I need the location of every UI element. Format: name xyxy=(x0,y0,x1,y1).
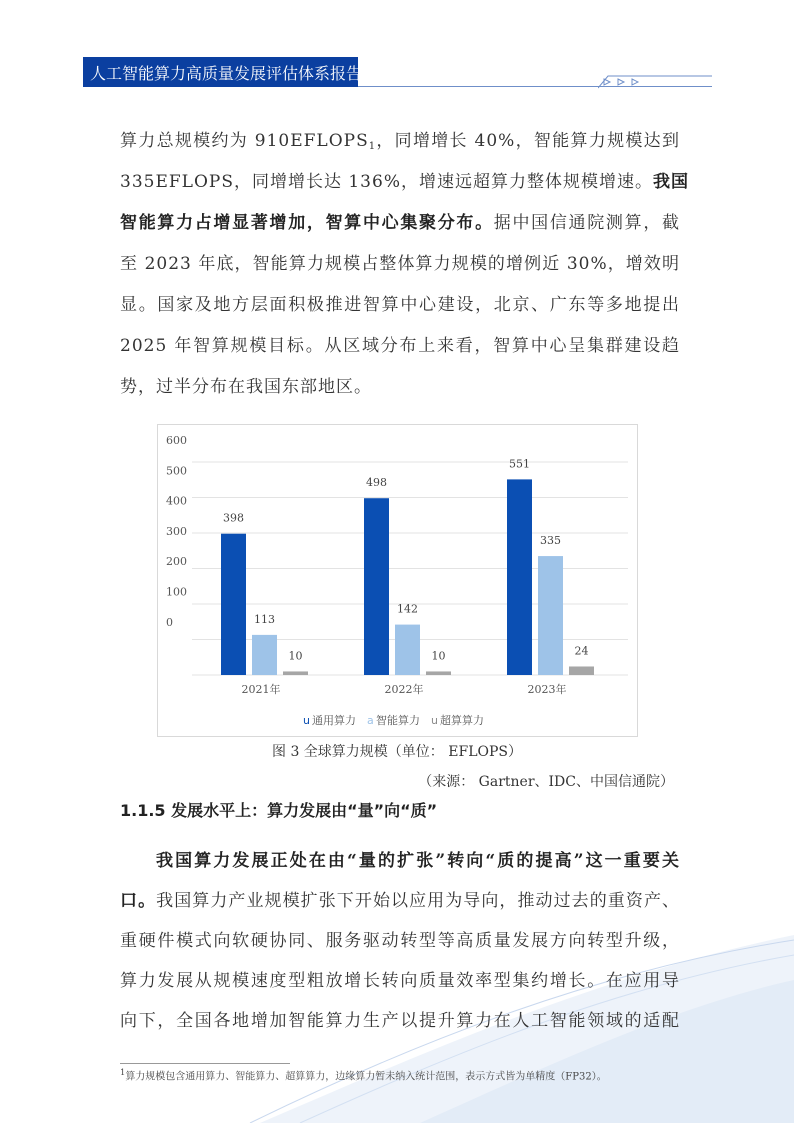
bar xyxy=(507,479,532,675)
bar xyxy=(395,625,420,675)
paragraph-line: 至 2023 年底，智能算力规模占整体算力规模的增例近 30%，增效明 xyxy=(120,254,680,274)
y-tick-label: 400 xyxy=(166,494,187,508)
data-label: 24 xyxy=(574,644,589,658)
bar xyxy=(221,534,246,675)
figure-caption: 图 3 全球算力规模（单位： EFLOPS） xyxy=(272,744,522,760)
paragraph-line: 算力总规模约为 910EFLOPS$^1$，同增增长 40%，智能算力规模达到 xyxy=(120,131,680,152)
legend-label: 智能算力 xyxy=(376,714,420,727)
legend-label: 超算算力 xyxy=(440,714,484,727)
data-label: 335 xyxy=(540,534,561,548)
paragraph-line: 智能算力占增显著增加，智算中心集聚分布。据中国信通院测算，截 xyxy=(120,213,681,233)
body-paragraph-2 xyxy=(120,841,680,1041)
y-tick-label: 500 xyxy=(166,464,187,478)
report-title: 人工智能算力高质量发展评估体系报告 xyxy=(90,64,363,83)
paragraph-line: 2025 年智算规模目标。从区域分布上来看，智算中心呈集群建设趋 xyxy=(120,336,680,356)
data-label: 498 xyxy=(366,476,387,490)
paragraph-line: 向下，全国各地增加智能算力生产以提升算力在人工智能领域的适配 xyxy=(120,1011,680,1031)
paragraph-line: 335EFLOPS，同增增长达 136%，增速远超算力整体规模增速。我国 xyxy=(120,172,689,192)
bar xyxy=(538,556,563,675)
data-label: 113 xyxy=(254,612,275,626)
body-paragraph-1 xyxy=(120,121,689,408)
x-tick-label: 2022年 xyxy=(384,683,424,696)
bar xyxy=(283,671,308,675)
paragraph-line: 显。国家及地方层面积极推进智算中心建设，北京、广东等多地提出 xyxy=(120,295,680,315)
bar xyxy=(252,635,277,675)
footnote-rule xyxy=(120,1063,290,1064)
x-tick-label: 2021年 xyxy=(241,683,281,696)
footnote-text: 算力规模包含通用算力、智能算力、超算算力，边缘算力暂未纳入统计范围，表示方式皆为单精度（FP32）。 xyxy=(125,1071,607,1083)
data-label: 551 xyxy=(509,457,530,471)
footnote xyxy=(120,1067,607,1082)
y-tick-label: 0 xyxy=(166,615,173,629)
bar xyxy=(569,666,594,675)
chart-frame xyxy=(157,424,638,737)
data-label: 398 xyxy=(223,511,244,525)
data-label: 142 xyxy=(397,602,418,616)
y-tick-label: 100 xyxy=(166,585,187,599)
section-heading: 1.1.5 发展水平上：算力发展由“量”向“质” xyxy=(120,801,438,820)
data-label: 10 xyxy=(288,649,303,663)
legend-marker: u xyxy=(431,714,438,727)
legend-marker: u xyxy=(303,714,310,727)
legend-marker: a xyxy=(367,714,374,727)
y-tick-label: 300 xyxy=(166,524,187,538)
paragraph-line: 重硬件模式向软硬协同、服务驱动转型等高质量发展方向转型升级， xyxy=(120,931,680,951)
footnote-mark: 1 xyxy=(120,1067,126,1077)
data-label: 10 xyxy=(431,649,446,663)
bar xyxy=(364,498,389,675)
paragraph-line: 算力发展从规模速度型粗放增长转向质量效率型集约增长。在应用导 xyxy=(120,971,680,991)
figure-source: （来源： Gartner、IDC、中国信通院） xyxy=(418,774,674,790)
y-tick-label: 600 xyxy=(166,434,187,447)
header-arrows-icon xyxy=(598,75,718,89)
x-tick-label: 2023年 xyxy=(527,683,567,696)
paragraph-line: 口。我国算力产业规模扩张下开始以应用为导向，推动过去的重资产、 xyxy=(120,891,681,911)
paragraph-line: 我国算力发展正处在由“量的扩张”转向“质的提高”这一重要关 xyxy=(156,851,680,871)
footnote-ref: 1 xyxy=(368,141,377,152)
paragraph-line: 势，过半分布在我国东部地区。 xyxy=(120,377,372,397)
legend-label: 通用算力 xyxy=(312,714,356,727)
bar xyxy=(426,671,451,675)
bar-chart xyxy=(158,425,637,736)
y-tick-label: 200 xyxy=(166,555,187,569)
